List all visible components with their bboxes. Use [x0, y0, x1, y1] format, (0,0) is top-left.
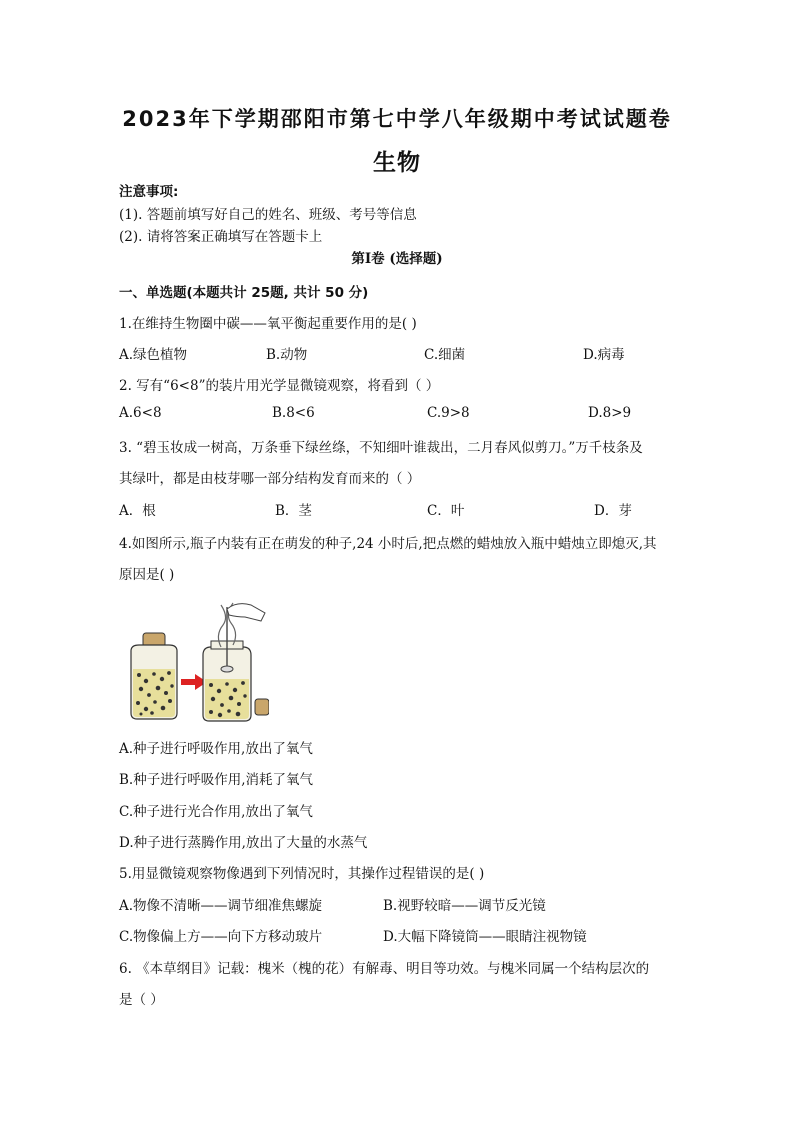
- question-3-option-d: D．芽: [594, 503, 632, 519]
- question-4-option-c: C.种子进行光合作用,放出了氧气: [119, 804, 313, 820]
- question-5-option-d: D.大幅下降镜筒——眼睛注视物镜: [383, 929, 587, 945]
- question-2-option-d: D.8>9: [588, 405, 632, 421]
- question-1-option-c: C.细菌: [424, 347, 466, 363]
- note-item-1: (1). 答题前填写好自己的姓名、班级、考号等信息: [119, 207, 417, 223]
- question-4-option-a: A.种子进行呼吸作用,放出了氧气: [119, 741, 313, 757]
- jar-lid-icon: [255, 699, 269, 715]
- question-3-option-c: C．叶: [427, 503, 465, 519]
- question-2-stem: 2. 写有“6<8”的装片用光学显微镜观察，将看到（ ）: [119, 378, 440, 394]
- question-2-option-b: B.8<6: [272, 405, 315, 421]
- question-3-stem-line-2: 其绿叶，都是由枝芽哪一部分结构发育而来的（ ）: [119, 471, 421, 487]
- question-3-option-a: A．根: [119, 503, 156, 519]
- question-5-option-a: A.物像不清晰——调节细准焦螺旋: [119, 898, 323, 914]
- question-3-stem-line-1: 3. “碧玉妆成一树高，万条垂下绿丝绦，不知细叶谁裁出，二月春风似剪刀。”万千枝条及: [119, 440, 643, 456]
- question-3-option-b: B．茎: [275, 503, 312, 519]
- notes-heading: 注意事项:: [119, 184, 179, 200]
- question-1-option-b: B.动物: [266, 347, 308, 363]
- question-2-option-a: A.6<8: [119, 405, 162, 421]
- question-5-option-b: B.视野较暗——调节反光镜: [383, 898, 546, 914]
- exam-title: 2023年下学期邵阳市第七中学八年级期中考试试题卷: [122, 107, 672, 131]
- question-1-option-d: D.病毒: [583, 347, 625, 363]
- seed-jar-candle-figure: [119, 595, 269, 725]
- note-item-2: (2). 请将答案正确填写在答题卡上: [119, 229, 323, 245]
- question-1-stem: 1.在维持生物圈中碳——氧平衡起重要作用的是( ): [119, 316, 417, 332]
- sealed-jar-icon: [131, 633, 177, 719]
- question-1-option-a: A.绿色植物: [119, 347, 188, 363]
- question-5-stem: 5.用显微镜观察物像遇到下列情况时，其操作过程错误的是( ): [119, 866, 485, 882]
- section-one-title: 一、单选题(本题共计 25题, 共计 50 分): [119, 285, 369, 301]
- part-one-title: 第I卷 (选择题): [351, 251, 443, 267]
- question-4-stem-line-2: 原因是( ): [119, 567, 175, 583]
- question-6-stem-line-1: 6. 《本草纲目》记载：槐米（槐的花）有解毒、明目等功效。与槐米同属一个结构层次的: [119, 961, 650, 977]
- question-4-stem-line-1: 4.如图所示,瓶子内装有正在萌发的种子,24 小时后,把点燃的蜡烛放入瓶中蜡烛立即熄灭,其: [119, 536, 657, 552]
- question-5-option-c: C.物像偏上方——向下方移动玻片: [119, 929, 323, 945]
- question-4-option-d: D.种子进行蒸腾作用,放出了大量的水蒸气: [119, 835, 368, 851]
- question-4-option-b: B.种子进行呼吸作用,消耗了氧气: [119, 772, 314, 788]
- subject-title: 生物: [373, 150, 421, 176]
- question-6-stem-line-2: 是（ ）: [119, 992, 164, 1008]
- question-2-option-c: C.9>8: [427, 405, 470, 421]
